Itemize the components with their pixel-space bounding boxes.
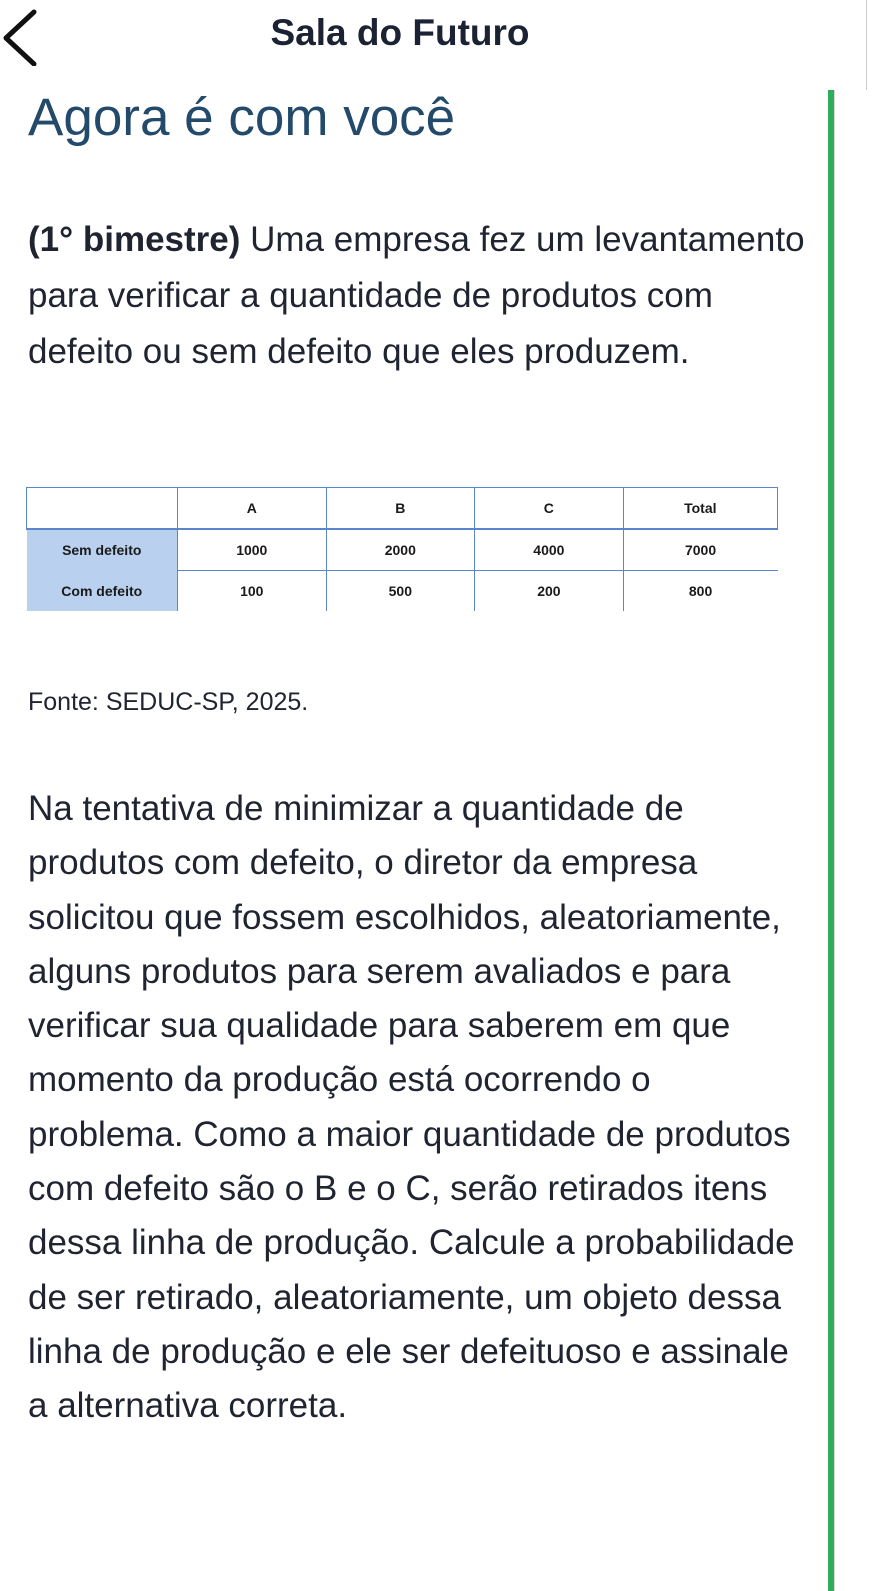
question-body: Uma empresa fez um levantamento para verificar a quantidade de produtos com defeito ou sem defeito que eles produzem. (28, 220, 805, 371)
table-cell: 200 (475, 571, 624, 612)
header-divider (866, 0, 867, 90)
row-header: Sem defeito (27, 529, 178, 571)
app-header (0, 0, 873, 80)
table-corner-cell (27, 488, 178, 530)
table-row (27, 571, 778, 612)
column-header: B (326, 488, 475, 530)
column-header: A (178, 488, 327, 530)
app-title: Sala do Futuro (270, 12, 530, 53)
question-text (28, 212, 808, 380)
table-cell: 100 (178, 571, 327, 612)
table-cell: 500 (326, 571, 475, 612)
table-cell: 800 (623, 571, 777, 612)
table-cell: 1000 (178, 529, 327, 571)
defects-table (26, 487, 778, 611)
table-cell: 2000 (326, 529, 475, 571)
column-header: C (475, 488, 624, 530)
row-header: Com defeito (27, 571, 178, 612)
content-edge-line (834, 90, 835, 1591)
column-header: Total (623, 488, 777, 530)
page-heading: Agora é com você (28, 88, 456, 147)
table-cell: 7000 (623, 529, 777, 571)
table-cell: 4000 (475, 529, 624, 571)
problem-statement: Na tentativa de minimizar a quantidade de produtos com defeito, o diretor da empresa solicitou que fossem escolhidos, aleatoriamente, alguns produtos para serem avaliados e para verificar sua qualidade para saberem em que momento da produção está ocorrendo o problema. Como a maior quantidade de produtos com defeito são o B e o C, serão retirados itens dessa linha de produção. Calcule a probabilidade de ser retirado, aleatoriamente, um objeto dessa linha de produção e ele ser defeituoso e assinale a alternativa correta. (28, 789, 795, 1426)
table-header-row (27, 488, 778, 530)
question-label: (1° bimestre) (28, 220, 241, 259)
table-row (27, 529, 778, 571)
source-caption: Fonte: SEDUC-SP, 2025. (28, 688, 309, 716)
